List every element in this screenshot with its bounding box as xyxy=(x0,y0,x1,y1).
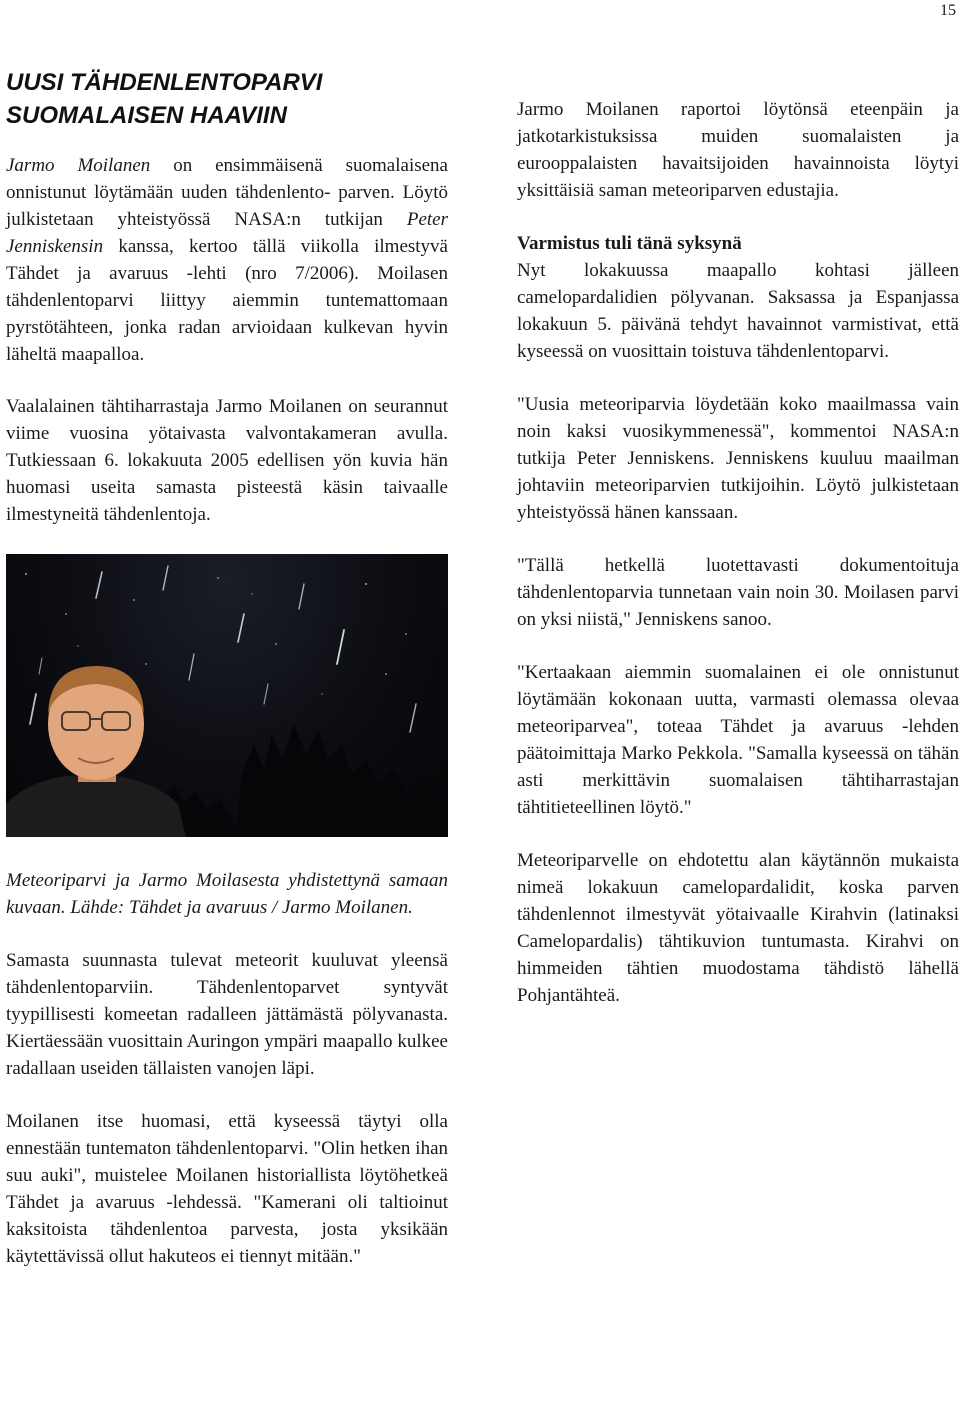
paragraph-jenniskens-quote-1: "Uusia meteoriparvia löydetään koko maailmassa vain noin kaksi vuosikymmenessä", kommentoi NASA:n tutkija Peter Jenniskens. Jenniskens kuuluu maailman johtaviin meteoriparvien tutkijoihin. Löytö julkistetaan yhteistyössä hänen kanssaan. xyxy=(517,394,959,523)
tree-silhouettes xyxy=(156,724,448,837)
meteor-photo xyxy=(6,554,448,837)
person-portrait xyxy=(6,666,186,837)
article-title xyxy=(6,66,448,132)
lead-text-2: kanssa, kertoo tällä viikolla ilmestyvä Tähdet ja avaruus -lehti (nro 7/2006). Moilasen tähdenlentoparvi liittyy aiemmin tuntemattomaan pyrstötähteen, jonka radan arvioidaan kulkevan hyvin läheltä maapalloa. xyxy=(6,236,448,365)
title-line-2: SUOMALAISEN HAAVIIN xyxy=(6,102,287,129)
paragraph-meteor-showers: Samasta suunnasta tulevat meteorit kuuluvat yleensä tähdenlentoparviin. Tähdenlentoparvet syntyvät tyypillisesti komeetan radalleen jättämästä pölyvanasta. Kiertäessään vuosittain Auringon ympäri maapallo kulkee radallaan useiden tällaisten vanojen läpi. xyxy=(6,950,448,1079)
paragraph-pekkola-quote: "Kertaakaan aiemmin suomalainen ei ole onnistunut löytämään kokonaan uutta, varmasti olemassa olevaa meteoriparvea", toteaa Tähdet ja avaruus -lehden päätoimittaja Marko Pekkola. "Samalla kyseessä on tähän asti merkittävin suomalaisen tähtiharrastajan tähtitieteellinen löytö." xyxy=(517,662,959,818)
meteor-photo-image xyxy=(6,554,448,837)
title-line-1: UUSI TÄHDENLENTOPARVI xyxy=(6,69,323,96)
paragraph-confirmation: Nyt lokakuussa maapallo kohtasi jälleen camelopardalidien pölyvanan. Saksassa ja Espanjassa lokakuun 5. päivänä tehdyt havainnot varmistivat, että kyseessä on vuosittain toistuva tähdenlentoparvi. xyxy=(517,260,959,362)
left-column xyxy=(6,66,448,1296)
lead-text-1: on ensimmäisenä suomalaisena onnistunut löytämään uuden tähdenlento- parven. Löytö julkistetaan yhteistyössä NASA:n tutkijan xyxy=(6,155,448,230)
paragraph-discovery: Vaalalainen tähtiharrastaja Jarmo Moilanen on seurannut viime vuosina yötaivasta valvontakameran avulla. Tutkiessaan 6. lokakuuta 2005 edellisen yön kuvia hän huomasi useita samasta pisteestä käsin taivaalle ilmestyneitä tähdenlentoja. xyxy=(6,396,448,525)
subheading-confirmation: Varmistus tuli tänä syksynä xyxy=(517,233,742,254)
paragraph-unknown-shower: Moilanen itse huomasi, että kyseessä täytyi olla ennestään tuntematon tähdenlentoparvi. "Olin hetken ihan suu auki", muistelee Moilanen historiallista löytöhetkeä Tähdet ja avaruus -lehdessä. "Kamerani oli taltioinut kaksitoista tähdenlentoa parvesta, josta yksikään käytettävissä ollut hakuteos ei tiennyt mitään." xyxy=(6,1111,448,1267)
paragraph-report: Jarmo Moilanen raportoi löytönsä eteenpäin ja jatkotarkistuksissa muiden suomalaisten ja eurooppalaisten havaitsijoiden havainnoista löytyi yksittäisiä saman meteoriparven edustajia. xyxy=(517,99,959,201)
lead-paragraph xyxy=(6,152,448,368)
lead-name-jenniskens: Peter Jenniskensin xyxy=(6,209,448,257)
lead-name-moilanen: Jarmo Moilanen xyxy=(6,155,151,176)
paragraph-jenniskens-quote-2: "Tällä hetkellä luotettavasti dokumentoituja tähdenlentoparvia tunnetaan vain noin 30. Moilasen parvi on yksi niistä," Jenniskens sanoo. xyxy=(517,555,959,630)
paragraph-shower-name: Meteoriparvelle on ehdotettu alan käytännön mukaista nimeä lokakuun camelopardalidit, koska parven tähdenlennot ilmestyvät yötaivaalle Kirahvin (latinaksi Camelopardalis) tähtikuvion tuntumasta. Kirahvi on himmeiden tähtien muodostama tähdistö lähellä Pohjantähteä. xyxy=(517,850,959,1006)
photo-caption: Meteoriparvi ja Jarmo Moilasesta yhdistettynä samaan kuvaan. Lähde: Tähdet ja avaruus / Jarmo Moilanen. xyxy=(6,870,448,918)
right-column xyxy=(517,96,959,1035)
page-number: 15 xyxy=(940,2,956,19)
